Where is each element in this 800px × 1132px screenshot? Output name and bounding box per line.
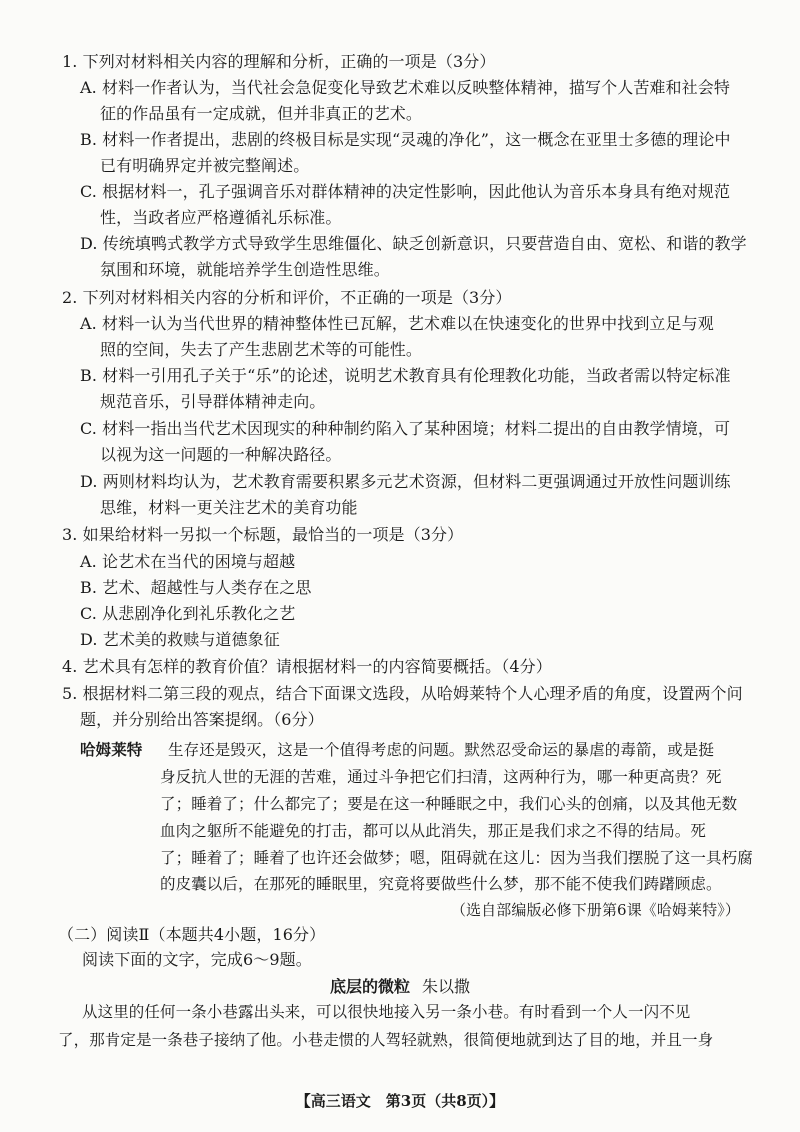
question-5-stem-line1: 5. 根据材料二第三段的观点，结合下面课文选段，从哈姆莱特个人心理矛盾的角度，设置两个问 <box>62 684 743 703</box>
quote-speaker: 哈姆莱特 <box>80 740 143 759</box>
quote-line-3: 了；睡着了；什么都完了；要是在这一种睡眠之中，我们心头的创痛，以及其他无数 <box>160 795 738 813</box>
q2-option-a-line1: A. 材料一认为当代世界的精神整体性已瓦解，艺术难以在快速变化的世界中找到立足与观 <box>80 314 714 333</box>
q2-option-a-line2: 照的空间，失去了产生悲剧艺术等的可能性。 <box>100 340 423 359</box>
quote-line-4: 血肉之躯所不能避免的打击，都可以从此消失，那正是我们求之不得的结局。死 <box>160 822 707 840</box>
article-body-line-1: 从这里的任何一条小巷露出头来，可以很快地接入另一条小巷。有时看到一个人一闪不见 <box>82 1003 691 1021</box>
q2-option-b-line2: 规范音乐，引导群体精神走向。 <box>100 392 326 411</box>
q1-option-b-line2: 已有明确界定并被完整阐述。 <box>100 156 310 175</box>
quote-line-1: 生存还是毁灭，这是一个值得考虑的问题。默然忍受命运的暴虐的毒箭，或是挺 <box>168 741 715 759</box>
question-5-stem-line2: 题，并分别给出答案提纲。（6分） <box>80 710 324 729</box>
quote-line-5: 了；睡着了；睡着了也许还会做梦；嗯，阻碍就在这儿：因为当我们摆脱了这一具朽腐 <box>160 849 753 867</box>
q1-option-d-line1: D. 传统填鸭式教学方式导致学生思维僵化、缺乏创新意识，只要营造自由、宽松、和谐的教学 <box>80 234 747 253</box>
article-title-line <box>0 974 800 997</box>
q2-option-b-line1: B. 材料一引用孔子关于“乐”的论述，说明艺术教育具有伦理教化功能，当政者需以特定标准 <box>80 366 731 385</box>
article-title: 底层的微粒 <box>329 977 410 996</box>
page-footer: 【高三语文 第3页（共8页）】 <box>295 1092 505 1110</box>
section-2-heading: （二）阅读Ⅱ（本题共4小题，16分） <box>58 925 326 944</box>
q3-option-b: B. 艺术、超越性与人类存在之思 <box>80 578 312 597</box>
q2-option-c-line1: C. 材料一指出当代艺术因现实的种种制约陷入了某种困境；材料二提出的自由教学情境，可 <box>80 419 731 438</box>
article-body-line-2: 了，那肯定是一条巷子接纳了他。小巷走惯的人驾轻就熟，很简便地就到达了目的地，并且一身 <box>58 1031 714 1049</box>
q1-option-c-line2: 性，当政者应严格遵循礼乐标准。 <box>100 208 342 227</box>
question-1-stem: 1. 下列对材料相关内容的理解和分析，正确的一项是（3分） <box>62 52 496 71</box>
quote-line-6: 的皮囊以后，在那死的睡眠里，究竟将要做些什么梦，那不能不使我们踌躇顾虑。 <box>160 875 722 893</box>
q2-option-d-line2: 思维，材料一更关注艺术的美育功能 <box>100 498 358 517</box>
section-2-instruction: 阅读下面的文字，完成6～9题。 <box>82 950 312 969</box>
question-2-stem: 2. 下列对材料相关内容的分析和评价，不正确的一项是（3分） <box>62 288 512 307</box>
q1-option-a-line1: A. 材料一作者认为，当代社会急促变化导致艺术难以反映整体精神，描写个人苦难和社会特 <box>80 78 730 97</box>
q3-option-a: A. 论艺术在当代的困境与超越 <box>80 552 296 571</box>
question-3-stem: 3. 如果给材料一另拟一个标题，最恰当的一项是（3分） <box>62 525 464 544</box>
q1-option-d-line2: 氛围和环境，就能培养学生创造性思维。 <box>100 260 390 279</box>
q2-option-d-line1: D. 两则材料均认为，艺术教育需要积累多元艺术资源，但材料二更强调通过开放性问题训练 <box>80 472 731 491</box>
q1-option-b-line1: B. 材料一作者提出，悲剧的终极目标是实现“灵魂的净化”，这一概念在亚里士多德的理论中 <box>80 130 731 149</box>
q3-option-d: D. 艺术美的救赎与道德象征 <box>80 630 280 649</box>
quote-source: （选自部编版必修下册第6课《哈姆莱特》） <box>450 901 740 919</box>
q1-option-a-line2: 征的作品虽有一定成就，但并非真正的艺术。 <box>100 104 423 123</box>
question-4-stem: 4. 艺术具有怎样的教育价值？请根据材料一的内容简要概括。（4分） <box>62 657 552 676</box>
article-author: 朱以撒 <box>422 977 471 996</box>
q1-option-c-line1: C. 根据材料一，孔子强调音乐对群体精神的决定性影响，因此他认为音乐本身具有绝对规范 <box>80 182 731 201</box>
quote-line-2: 身反抗人世的无涯的苦难，通过斗争把它们扫清，这两种行为，哪一种更高贵？死 <box>160 768 722 786</box>
q3-option-c: C. 从悲剧净化到礼乐教化之艺 <box>80 604 296 623</box>
q2-option-c-line2: 以视为这一问题的一种解决路径。 <box>100 445 342 464</box>
